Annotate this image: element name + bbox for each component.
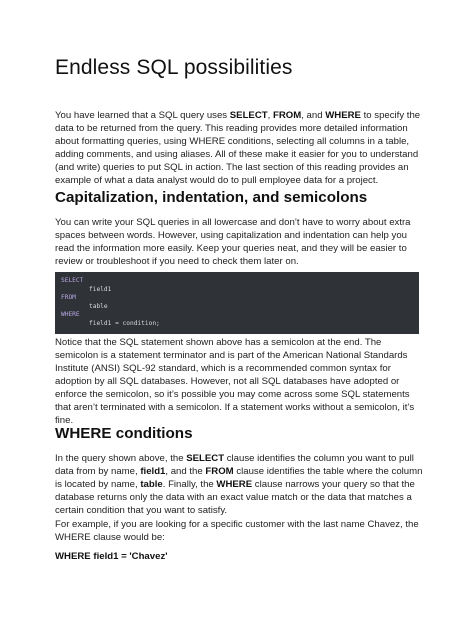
- code-line-from: FROM: [61, 294, 76, 302]
- intro-text-4: to specify the data to be returned from the query. This reading provides more detailed information about formatting queries, using WHERE conditions, selecting all columns in a table, adding comments, and using aliases. All of these make it easier for you to understand (and write) queries to put SQL in action. The last section of this reading provides an example of what a data analyst would do to pull employee data for a project.: [55, 110, 421, 186]
- code-line-select: SELECT: [61, 277, 84, 284]
- code-line-where: WHERE: [61, 311, 80, 319]
- where-keyword-field1: field1: [140, 466, 166, 477]
- where-keyword-select: SELECT: [186, 453, 225, 464]
- where-text-2: clause identifies the column you want to pull data from by name,: [55, 453, 414, 477]
- intro-text-3: , and: [301, 110, 326, 121]
- page-title: Endless SQL possibilities: [55, 56, 293, 79]
- intro-text-2: ,: [267, 110, 273, 121]
- where-text-3: , and the: [165, 466, 206, 477]
- where-paragraph: [55, 452, 423, 517]
- example-where-clause: WHERE field1 = 'Chavez': [55, 551, 168, 562]
- intro-text-1: You have learned that a SQL query uses: [55, 110, 230, 121]
- intro-paragraph: [55, 109, 423, 187]
- where-text-4: clause identifies the table where the column is located by name,: [55, 466, 423, 490]
- capitalization-paragraph: You can write your SQL queries in all lowercase and don’t have to worry about extra spaces between words. However, using capitalization and indentation can help you read the information more easily. Keep your queries neat, and they will be easier to review or troubleshoot if you need to check them later on.: [55, 217, 411, 267]
- where-keyword-table: table: [140, 479, 163, 490]
- where-keyword-where: WHERE: [216, 479, 253, 490]
- sql-code-block: [55, 272, 419, 334]
- code-line-table: table: [89, 302, 108, 310]
- code-line-condition: field1 = condition;: [89, 319, 160, 327]
- section-heading-capitalization: Capitalization, indentation, and semicolons: [55, 189, 368, 206]
- semicolon-paragraph: Notice that the SQL statement shown above has a semicolon at the end. The semicolon is a statement terminator and is part of the American National Standards Institute (ANSI) SQL-92 standard, which is a recommended common syntax for adoption by all SQL databases. However, not all SQL databases have adopted or enforce the semicolon, so it’s possible you may come across some SQL statements that aren’t terminated with a semicolon. If a statement works without a semicolon, it’s fine.: [55, 337, 415, 426]
- where-keyword-from: FROM: [205, 466, 234, 477]
- keyword-from: FROM: [272, 110, 302, 121]
- where-text-6: clause narrows your query so that the database returns only the data with an exact value match or the data that matches a certain condition that you want to satisfy.: [55, 479, 415, 516]
- example-code-line: [55, 550, 423, 563]
- where-text-5: . Finally, the: [162, 479, 217, 490]
- section-heading-where: WHERE conditions: [55, 425, 193, 442]
- where-text-1: In the query shown above, the: [55, 453, 187, 464]
- keyword-select: SELECT: [229, 110, 268, 121]
- example-paragraph: For example, if you are looking for a specific customer with the last name Chavez, the WHERE clause would be:: [55, 519, 419, 543]
- code-line-field1: field1: [89, 285, 112, 293]
- keyword-where: WHERE: [325, 110, 361, 121]
